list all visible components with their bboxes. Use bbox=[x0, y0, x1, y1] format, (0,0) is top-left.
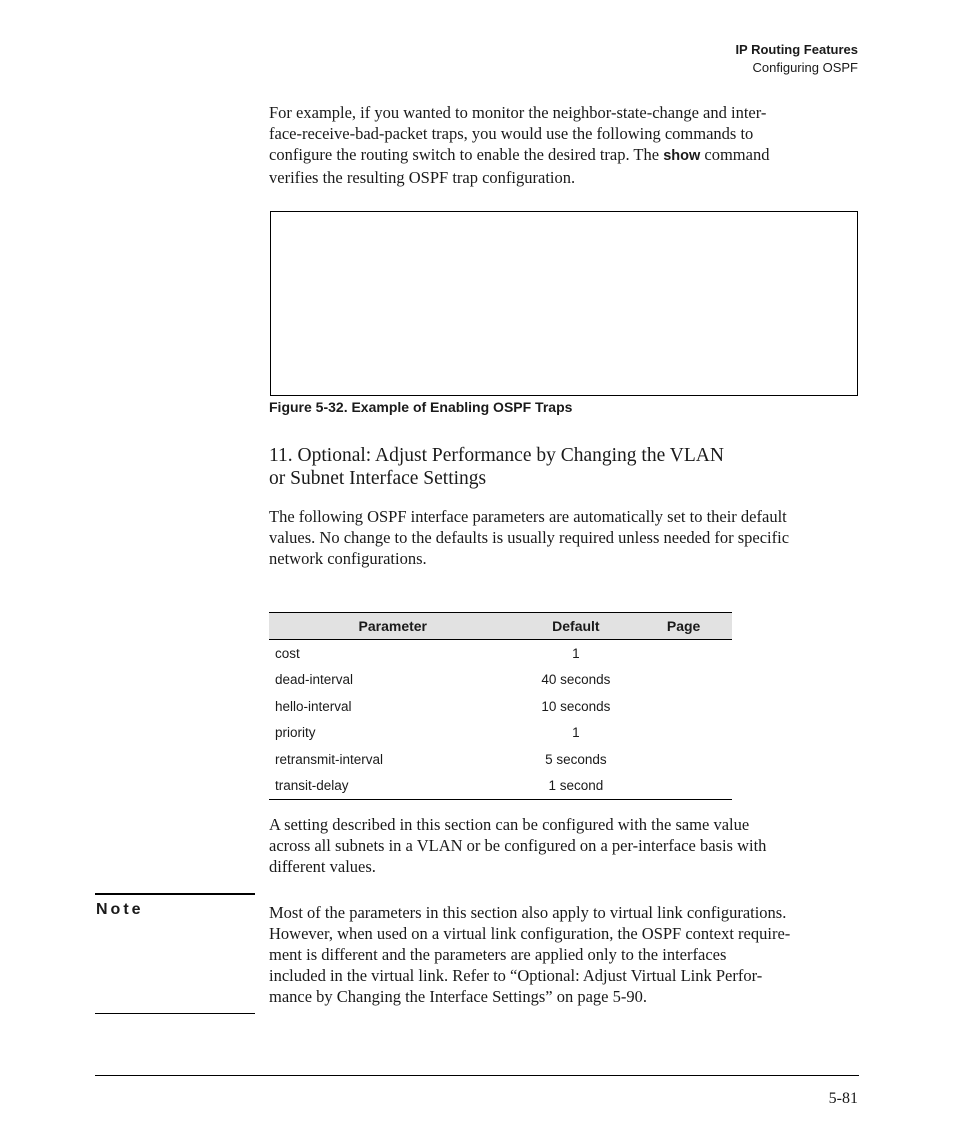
paragraph-line: A setting described in this section can be configured with the same value bbox=[269, 815, 750, 834]
table-row bbox=[269, 693, 732, 720]
section-heading-line: 11. Optional: Adjust Performance by Changing the VLAN bbox=[269, 445, 724, 466]
column-header-default: Default bbox=[517, 613, 636, 640]
note-top-rule bbox=[95, 893, 255, 895]
note-label: Note bbox=[96, 901, 144, 918]
cell-default: 1 second bbox=[517, 773, 636, 800]
intro-line: face-receive-bad-packet traps, you would use the following commands to bbox=[269, 124, 754, 143]
cell-parameter: transit-delay bbox=[269, 773, 517, 800]
running-header-subtitle: Configuring OSPF bbox=[752, 60, 858, 75]
paragraph-line: different values. bbox=[269, 857, 376, 876]
table-header-row bbox=[269, 613, 732, 640]
setting-paragraph bbox=[269, 814, 861, 877]
intro-line: command bbox=[700, 145, 770, 164]
parameter-table bbox=[269, 612, 732, 800]
intro-line: For example, if you wanted to monitor the neighbor-state-change and inter- bbox=[269, 103, 767, 122]
intro-line: configure the routing switch to enable the desired trap. The bbox=[269, 145, 664, 164]
cell-default: 1 bbox=[572, 725, 580, 741]
paragraph-line: The following OSPF interface parameters are automatically set to their default bbox=[269, 507, 787, 526]
cell-default: 10 seconds bbox=[541, 698, 611, 714]
paragraph-line: network configurations. bbox=[269, 549, 427, 568]
intro-line: verifies the resulting OSPF trap configuration. bbox=[269, 168, 576, 187]
note-bottom-rule bbox=[95, 1013, 255, 1014]
note-text bbox=[269, 902, 861, 1007]
cell-page bbox=[635, 693, 732, 720]
table-row bbox=[269, 746, 732, 773]
cell-page bbox=[635, 720, 732, 747]
running-header-title: IP Routing Features bbox=[735, 42, 858, 57]
cell-default: 40 seconds bbox=[541, 672, 611, 688]
footer-rule bbox=[95, 1075, 859, 1076]
section-heading-line: or Subnet Interface Settings bbox=[269, 468, 487, 489]
cell-parameter: priority bbox=[275, 725, 316, 741]
cell-page bbox=[635, 667, 732, 694]
table-row bbox=[269, 640, 732, 667]
cell-page bbox=[635, 640, 732, 667]
cell-default: 1 bbox=[572, 645, 580, 661]
intro-paragraph bbox=[269, 102, 861, 188]
cell-page bbox=[635, 746, 732, 773]
show-command: show bbox=[663, 148, 701, 164]
column-header-page: Page bbox=[635, 613, 732, 640]
note-line: Most of the parameters in this section also apply to virtual link configurations. bbox=[269, 903, 787, 922]
note-line: However, when used on a virtual link configuration, the OSPF context require- bbox=[269, 924, 791, 943]
defaults-paragraph bbox=[269, 506, 861, 569]
cell-page bbox=[635, 773, 732, 800]
cell-parameter: cost bbox=[275, 645, 300, 661]
cell-parameter: hello-interval bbox=[275, 698, 352, 714]
note-line: ment is different and the parameters are applied only to the interfaces bbox=[269, 945, 727, 964]
page-number: 5-81 bbox=[828, 1090, 858, 1107]
figure-caption: Figure 5-32. Example of Enabling OSPF Traps bbox=[269, 399, 573, 415]
cell-default: 5 seconds bbox=[545, 751, 607, 767]
table-row bbox=[269, 667, 732, 694]
table-row bbox=[269, 773, 732, 800]
note-line: included in the virtual link. Refer to “Optional: Adjust Virtual Link Perfor- bbox=[269, 966, 763, 985]
section-heading bbox=[269, 444, 829, 490]
paragraph-line: values. No change to the defaults is usually required unless needed for specific bbox=[269, 528, 790, 547]
note-line: mance by Changing the Interface Settings” on page 5-90. bbox=[269, 987, 648, 1006]
figure-box bbox=[270, 211, 858, 396]
paragraph-line: across all subnets in a VLAN or be configured on a per-interface basis with bbox=[269, 836, 767, 855]
cell-parameter: retransmit-interval bbox=[275, 751, 384, 767]
table-row bbox=[269, 720, 732, 747]
column-header-parameter: Parameter bbox=[269, 613, 517, 640]
cell-parameter: dead-interval bbox=[275, 672, 354, 688]
